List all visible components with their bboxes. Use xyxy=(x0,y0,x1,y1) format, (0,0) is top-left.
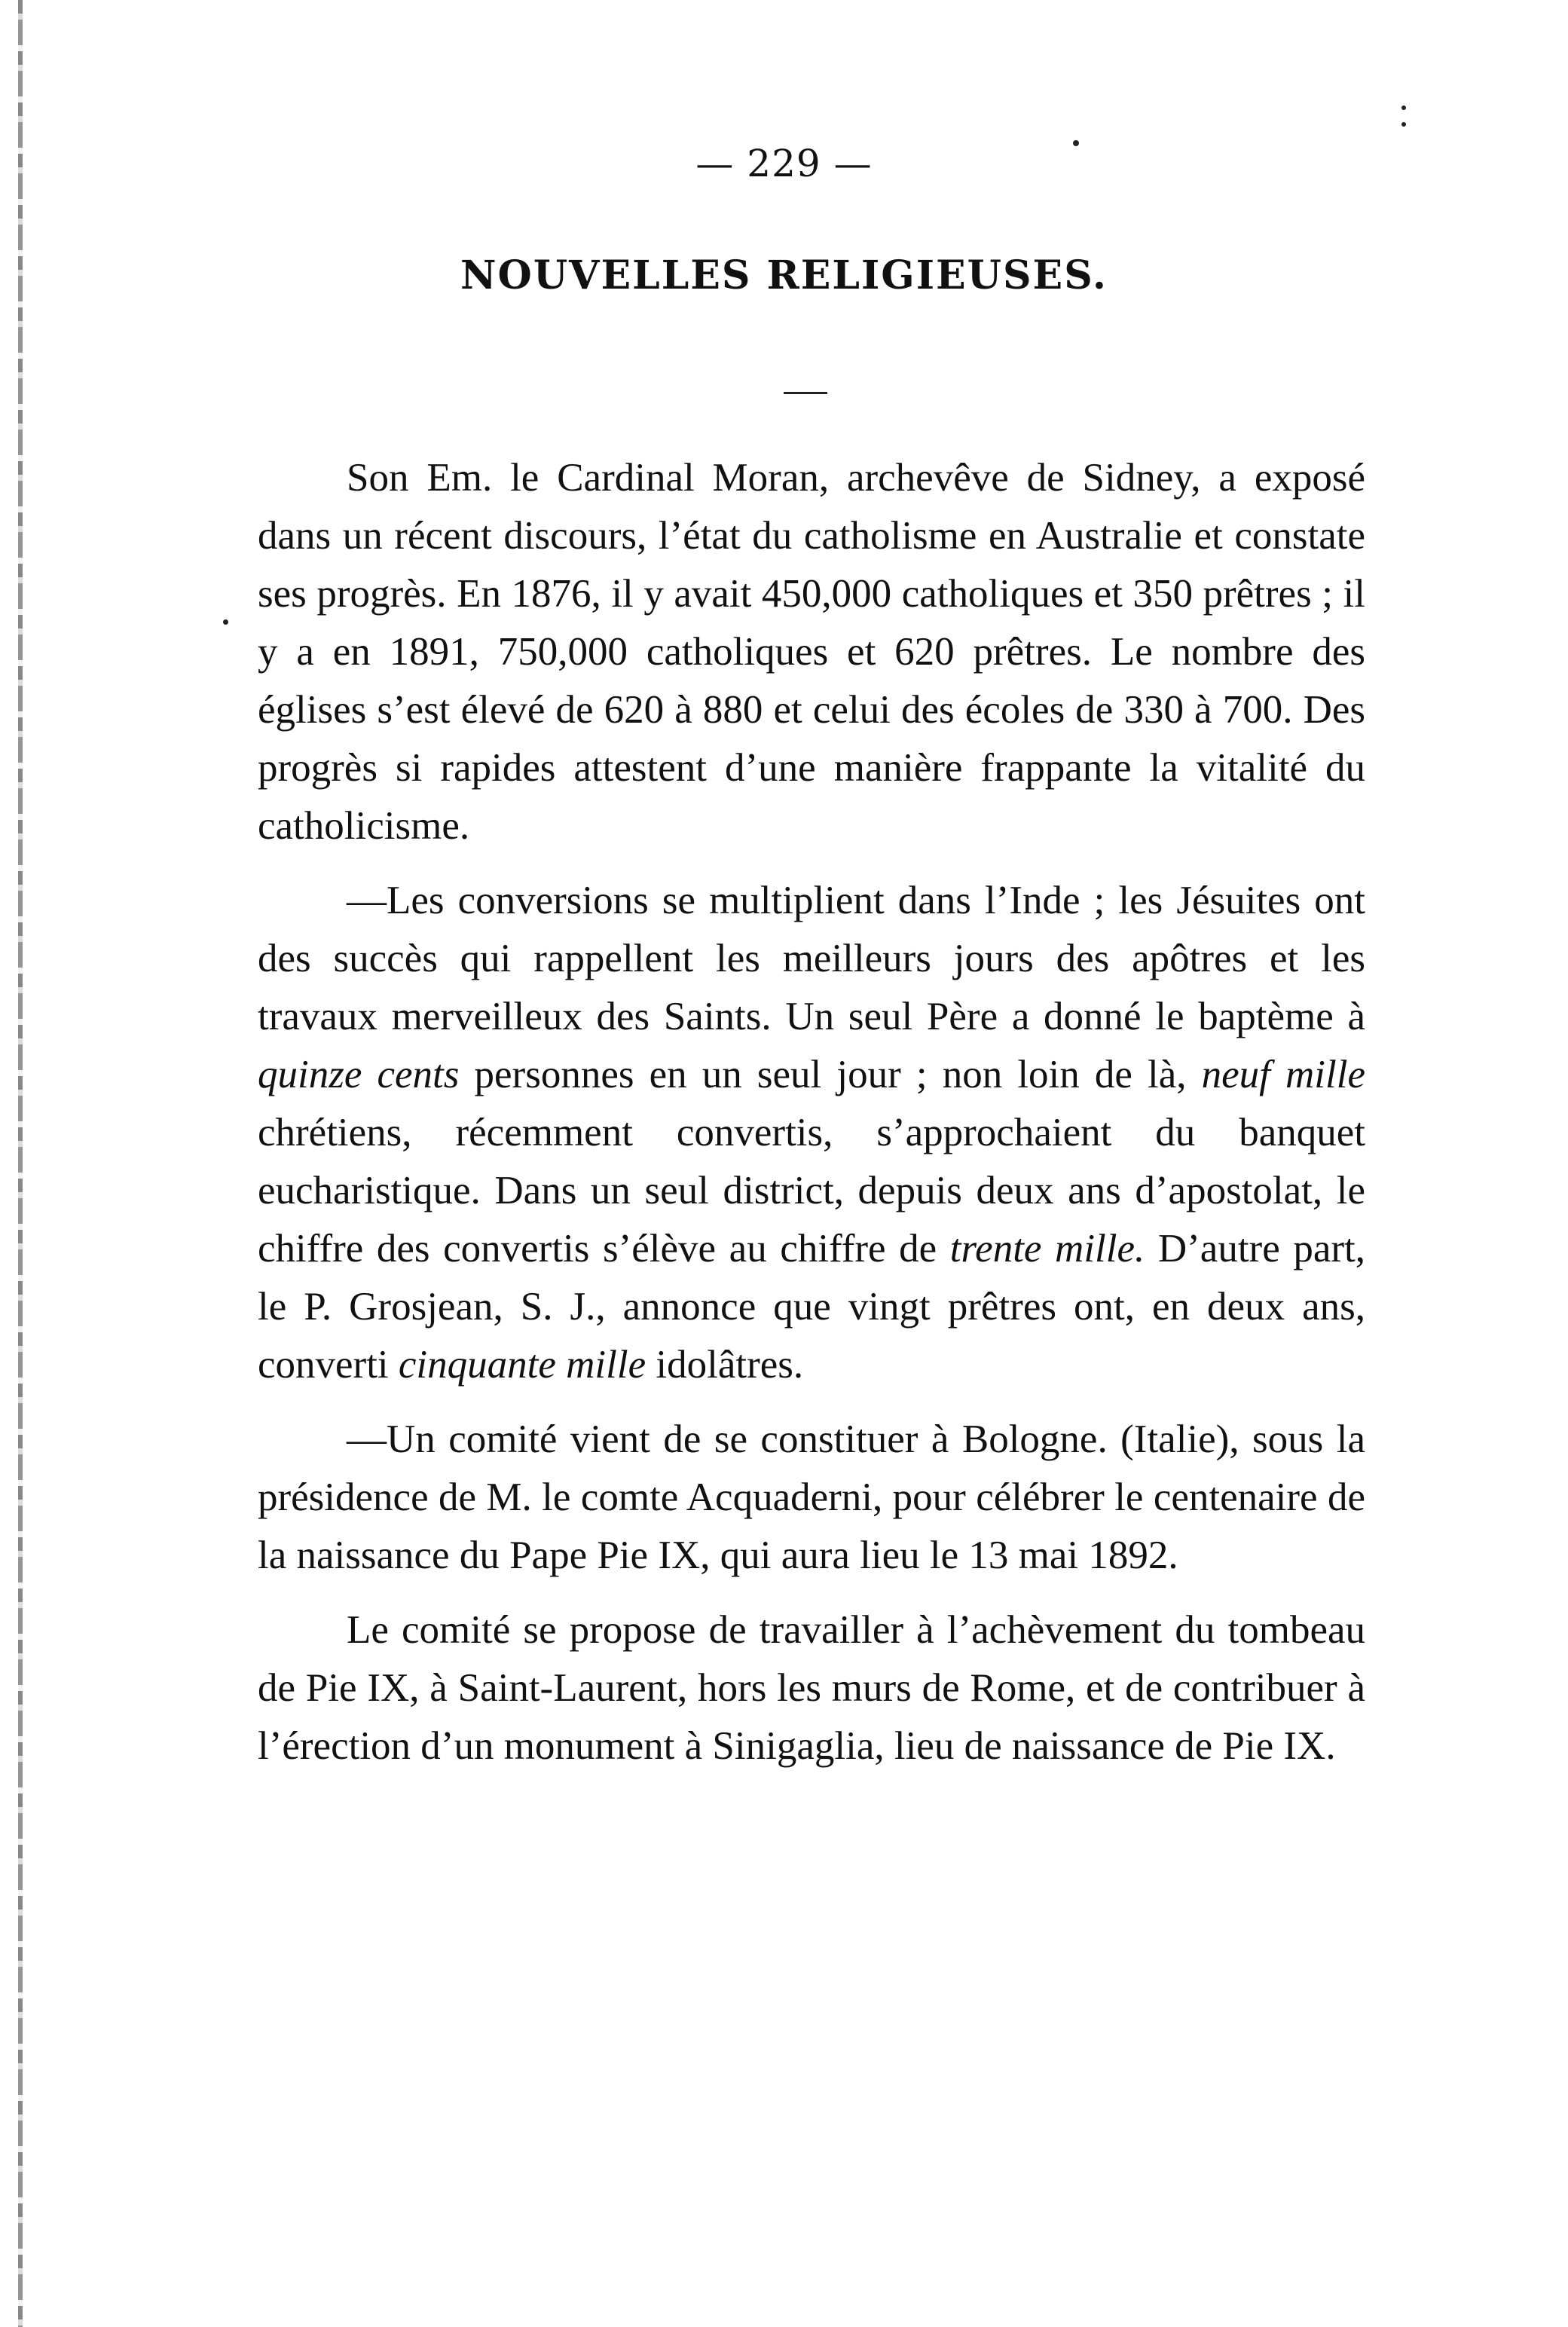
paragraph-4 xyxy=(258,1601,1365,1775)
italic-phrase: trente mille. xyxy=(949,1227,1145,1271)
scan-edge-decoration xyxy=(18,0,23,2327)
scan-speck xyxy=(223,619,228,625)
title-rule xyxy=(784,392,827,394)
page-number: — 229 — xyxy=(695,142,873,185)
scan-speck xyxy=(1401,122,1406,127)
article-body xyxy=(258,449,1365,1792)
italic-phrase: quinze cents xyxy=(258,1053,460,1096)
text-run: chrétiens, récemment convertis, s’approchaient du banquet eucharistique. Dans un seul district, depuis deux ans d’apostolat, le chiffre des convertis s’élève au chiffre de xyxy=(258,1111,1365,1271)
text-run: Le comité se propose de travailler à l’achèvement du tombeau de Pie IX, à Saint-Laurent, hors les murs de Rome, et de contribuer à l’érection d’un monument à Sinigaglia, lieu de naissance de Pie IX. xyxy=(258,1608,1365,1768)
paragraph-1 xyxy=(258,449,1365,855)
text-run: Son Em. le Cardinal Moran, archevêve de Sidney, a exposé dans un récent discours, l’état du catholisme en Australie et constate ses progrès. En 1876, il y avait 450,000 catholiques et 350 prêtres ; il y a en 1891, 750,000 catholiques et 620 prêtres. Le nombre des églises s’est élevé de 620 à 880 et celui des écoles de 330 à 700. Des progrès si rapides attestent d’une manière frappante la vitalité du catholicisme. xyxy=(258,456,1365,848)
scan-speck xyxy=(1073,140,1079,146)
text-run: personnes en un seul jour ; non loin de là, xyxy=(459,1053,1202,1096)
text-run: D’autre part, le P. Grosjean, S. J., annonce que vingt prêtres ont, en deux ans, converti xyxy=(258,1227,1365,1387)
text-run: idolâtres. xyxy=(646,1343,804,1387)
italic-phrase: cinquante mille xyxy=(398,1343,646,1387)
text-run: —Un comité vient de se constituer à Bologne. (Italie), sous la présidence de M. le comte Acquaderni, pour célébrer le centenaire de la naissance du Pape Pie IX, qui aura lieu le 13 mai 1892. xyxy=(258,1417,1365,1577)
text-run: —Les conversions se multiplient dans l’Inde ; les Jésuites ont des succès qui rappellent les meilleurs jours des apôtres et les travaux merveilleux des Saints. Un seul Père a donné le baptème à xyxy=(258,879,1365,1038)
section-title: NOUVELLES RELIGIEUSES. xyxy=(460,252,1108,298)
italic-phrase: neuf mille xyxy=(1201,1053,1365,1096)
paragraph-2 xyxy=(258,872,1365,1394)
scan-speck xyxy=(1401,105,1406,110)
paragraph-3 xyxy=(258,1411,1365,1585)
